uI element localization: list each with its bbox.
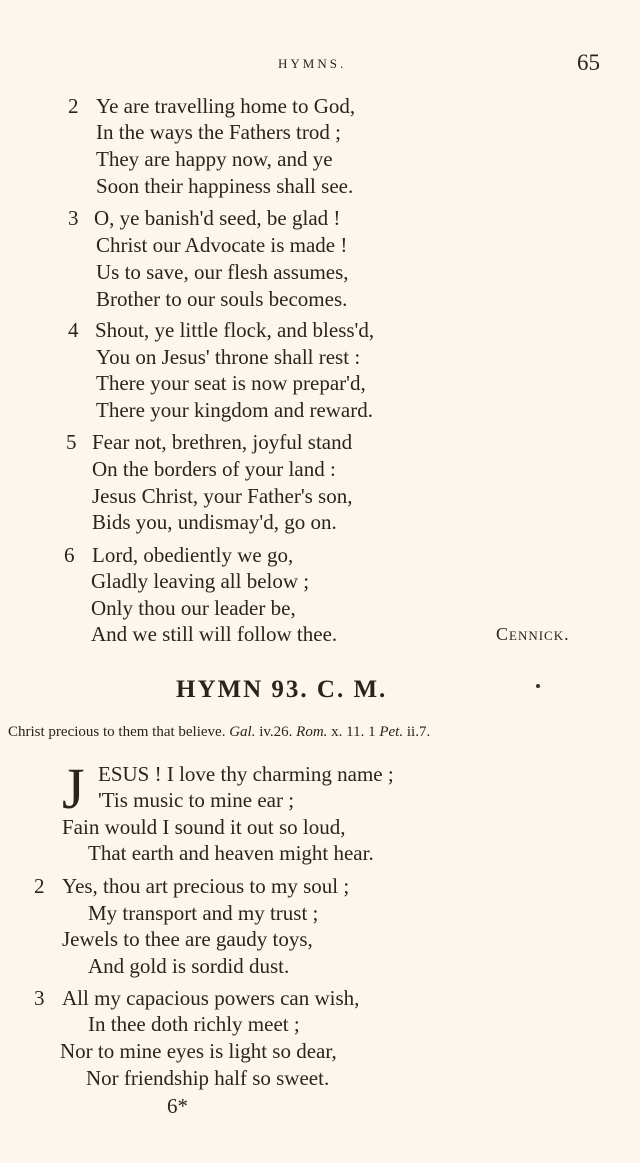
verse-line: Jesus Christ, your Father's son, xyxy=(92,484,353,508)
verse-line: Lord, obediently we go, xyxy=(92,543,294,567)
verse-line: You on Jesus' throne shall rest : xyxy=(96,345,361,369)
verse-line: And gold is sordid dust. xyxy=(88,954,290,978)
running-header: HYMNS. xyxy=(278,56,347,71)
verse-line: Soon their happiness shall see. xyxy=(96,174,354,198)
stanza-number: 6 xyxy=(64,543,75,567)
verse-line: In the ways the Fathers trod ; xyxy=(96,120,341,144)
ref-location: ii.7. xyxy=(406,724,431,740)
hymn-title: HYMN 93. C. M. xyxy=(176,676,388,703)
stanza-number: 3 xyxy=(34,986,45,1010)
verse-line: There your seat is now prepar'd, xyxy=(96,371,366,395)
verse-line: All my capacious powers can wish, xyxy=(62,986,360,1010)
hymn-author: Cennick. xyxy=(496,624,570,644)
verse-line: They are happy now, and ye xyxy=(96,147,333,171)
bullet-mark xyxy=(536,684,540,688)
stanza-number: 3 xyxy=(68,206,79,230)
verse-line: And we still will follow thee. xyxy=(91,622,338,646)
subtitle-theme: Christ precious to them that believe. xyxy=(8,724,226,740)
verse-line: There your kingdom and reward. xyxy=(96,398,373,422)
verse-line: Shout, ye little flock, and bless'd, xyxy=(95,318,375,342)
ref-location: iv.26. xyxy=(259,724,293,740)
verse-line: Fain would I sound it out so loud, xyxy=(62,815,346,839)
verse-line: Ye are travelling home to God, xyxy=(96,94,356,118)
drop-cap: J xyxy=(62,756,85,821)
stanza-number: 2 xyxy=(68,94,79,118)
signature-mark: 6* xyxy=(167,1094,188,1118)
verse-line: On the borders of your land : xyxy=(92,457,336,481)
ref-book: Rom. xyxy=(296,724,328,740)
ref-location: x. 11. xyxy=(331,724,365,740)
verse-line: My transport and my trust ; xyxy=(88,901,319,925)
verse-line: O, ye banish'd seed, be glad ! xyxy=(94,206,341,230)
page-number: 65 xyxy=(577,50,600,75)
verse-line: Christ our Advocate is made ! xyxy=(96,233,348,257)
verse-line: 'Tis music to mine ear ; xyxy=(98,788,295,812)
hymn-subtitle xyxy=(8,724,430,741)
verse-line: Nor friendship half so sweet. xyxy=(86,1066,330,1090)
ref-prefix: 1 xyxy=(368,724,376,740)
verse-line: In thee doth richly meet ; xyxy=(88,1012,300,1036)
verse-line: Nor to mine eyes is light so dear, xyxy=(60,1039,337,1063)
stanza-number: 2 xyxy=(34,874,45,898)
stanza-number: 5 xyxy=(66,430,77,454)
stanza-number: 4 xyxy=(68,318,79,342)
verse-line: Gladly leaving all below ; xyxy=(91,569,310,593)
verse-line: Yes, thou art precious to my soul ; xyxy=(62,874,350,898)
ref-book: Pet. xyxy=(379,724,404,740)
verse-line: That earth and heaven might hear. xyxy=(88,841,374,865)
verse-line: Us to save, our flesh assumes, xyxy=(96,260,349,284)
verse-line: Jewels to thee are gaudy toys, xyxy=(62,927,313,951)
ref-book: Gal. xyxy=(229,724,256,740)
verse-line: Only thou our leader be, xyxy=(91,596,296,620)
verse-line: ESUS ! I love thy charming name ; xyxy=(98,762,394,786)
verse-line: Fear not, brethren, joyful stand xyxy=(92,430,353,454)
verse-line: Brother to our souls becomes. xyxy=(96,287,348,311)
verse-line: Bids you, undismay'd, go on. xyxy=(92,510,337,534)
